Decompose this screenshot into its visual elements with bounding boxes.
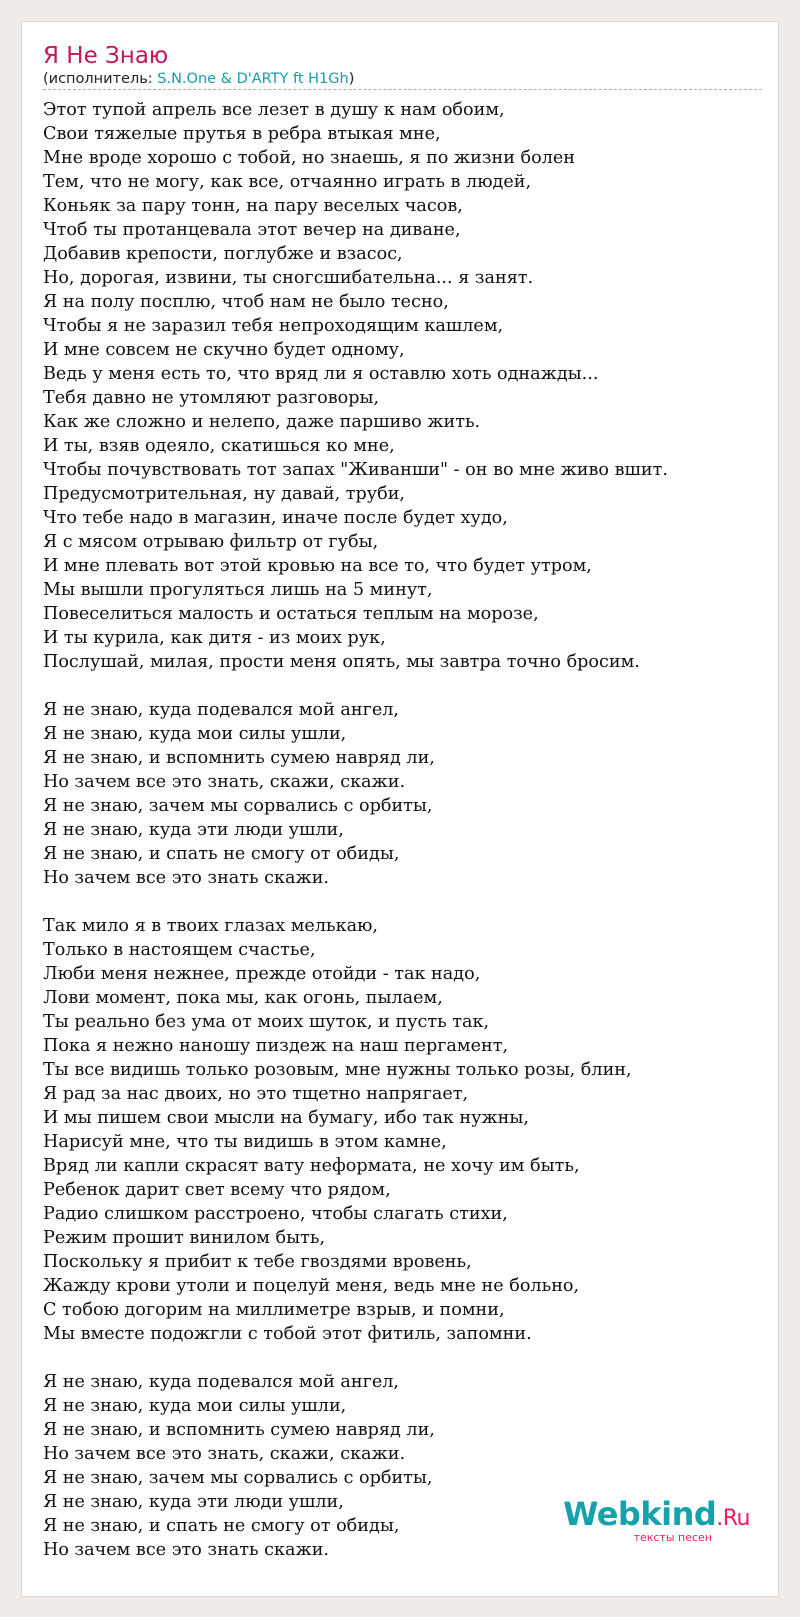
- logo-tld: .Ru: [716, 1506, 750, 1531]
- artist-link[interactable]: S.N.One & D'ARTY ft H1Gh: [157, 71, 349, 87]
- lyrics-text: [43, 98, 768, 1586]
- lyric-line: Я не знаю, и вспомнить сумею навряд ли,: [43, 1420, 435, 1440]
- lyric-line: Свои тяжелые прутья в ребра втыкая мне,: [43, 124, 441, 144]
- lyric-line: Но зачем все это знать скажи.: [43, 1540, 330, 1560]
- lyric-line: Я не знаю, и спать не смогу от обиды,: [43, 1516, 400, 1536]
- lyric-line: Я не знаю, и вспомнить сумею навряд ли,: [43, 748, 435, 768]
- logo-tagline: тексты песен: [633, 1531, 712, 1544]
- lyric-line: Тем, что не могу, как все, отчаянно играть в людей,: [43, 172, 532, 192]
- lyric-line: Мы вышли прогуляться лишь на 5 минут,: [43, 580, 433, 600]
- lyric-line: Чтобы почувствовать тот запах "Живанши" - он во мне живо вшит.: [43, 460, 668, 480]
- lyric-line: Нарисуй мне, что ты видишь в этом камне,: [43, 1132, 447, 1152]
- lyric-line: Я не знаю, куда мои силы ушли,: [43, 724, 347, 744]
- lyric-line: Ты все видишь только розовым, мне нужны только розы, блин,: [43, 1060, 632, 1080]
- artist-suffix: ): [348, 71, 355, 87]
- lyric-line: Повеселиться малость и остаться теплым на морозе,: [43, 604, 539, 624]
- logo-brand: Webkind: [563, 1495, 717, 1533]
- lyric-line: Но зачем все это знать скажи.: [43, 868, 330, 888]
- lyric-line: Я не знаю, куда эти люди ушли,: [43, 820, 344, 840]
- lyric-line: Мне вроде хорошо с тобой, но знаешь, я по жизни болен: [43, 148, 576, 168]
- lyric-line: Мы вместе подожгли с тобой этот фитиль, запомни.: [43, 1324, 532, 1344]
- lyric-line: Предусмотрительная, ну давай, труби,: [43, 484, 406, 504]
- lyric-line: Как же сложно и нелепо, даже паршиво жить.: [43, 412, 481, 432]
- lyric-line: С тобою догорим на миллиметре взрыв, и помни,: [43, 1300, 505, 1320]
- lyric-line: Лови момент, пока мы, как огонь, пылаем,: [43, 988, 443, 1008]
- lyric-line: Я не знаю, и спать не смогу от обиды,: [43, 844, 400, 864]
- lyric-line: Радио слишком расстроено, чтобы слагать стихи,: [43, 1204, 508, 1224]
- lyric-line: Люби меня нежнее, прежде отойди - так надо,: [43, 964, 481, 984]
- lyric-line: Поскольку я прибит к тебе гвоздями вровень,: [43, 1252, 472, 1272]
- lyric-line: Тебя давно не утомляют разговоры,: [43, 388, 380, 408]
- artist-line: [43, 70, 354, 88]
- lyric-line: И мне плевать вот этой кровью на все то, что будет утром,: [43, 556, 592, 576]
- lyric-line: Я не знаю, куда подевался мой ангел,: [43, 700, 399, 720]
- site-logo[interactable]: [563, 1497, 750, 1544]
- lyric-line: Режим прошит винилом быть,: [43, 1228, 326, 1248]
- lyric-line: Что тебе надо в магазин, иначе после будет худо,: [43, 508, 508, 528]
- lyric-line: И мне совсем не скучно будет одному,: [43, 340, 405, 360]
- lyric-line: Вряд ли капли скрасят вату неформата, не хочу им быть,: [43, 1156, 580, 1176]
- lyrics-stanza: [43, 98, 768, 674]
- lyrics-card: [21, 21, 779, 1597]
- lyric-line: Ребенок дарит свет всему что рядом,: [43, 1180, 391, 1200]
- lyric-line: Только в настоящем счастье,: [43, 940, 316, 960]
- lyric-line: Но, дорогая, извини, ты сногсшибательна... я занят.: [43, 268, 534, 288]
- lyric-line: И ты курила, как дитя - из моих рук,: [43, 628, 386, 648]
- lyric-line: Я на полу посплю, чтоб нам не было тесно,: [43, 292, 449, 312]
- lyric-line: Чтоб ты протанцевала этот вечер на диване,: [43, 220, 461, 240]
- lyric-line: Я не знаю, куда эти люди ушли,: [43, 1492, 344, 1512]
- lyric-line: Я не знаю, зачем мы сорвались с орбиты,: [43, 1468, 433, 1488]
- lyric-line: Но зачем все это знать, скажи, скажи.: [43, 772, 406, 792]
- lyric-line: Этот тупой апрель все лезет в душу к нам обоим,: [43, 100, 505, 120]
- lyric-line: Я рад за нас двоих, но это тщетно напрягает,: [43, 1084, 469, 1104]
- lyrics-stanza: [43, 698, 768, 890]
- lyric-line: Добавив крепости, поглубже и взасос,: [43, 244, 403, 264]
- lyric-line: Ведь у меня есть то, что вряд ли я оставлю хоть однажды...: [43, 364, 599, 384]
- lyric-line: Коньяк за пару тонн, на пару веселых часов,: [43, 196, 463, 216]
- title-divider: [43, 89, 762, 90]
- lyric-line: Послушай, милая, прости меня опять, мы завтра точно бросим.: [43, 652, 640, 672]
- lyrics-stanza: [43, 914, 768, 1346]
- lyric-line: Пока я нежно наношу пиздеж на наш пергамент,: [43, 1036, 509, 1056]
- lyric-line: Чтобы я не заразил тебя непроходящим кашлем,: [43, 316, 504, 336]
- lyric-line: И мы пишем свои мысли на бумагу, ибо так нужны,: [43, 1108, 530, 1128]
- lyric-line: Ты реально без ума от моих шуток, и пусть так,: [43, 1012, 490, 1032]
- lyric-line: Я не знаю, куда мои силы ушли,: [43, 1396, 347, 1416]
- lyric-line: Я не знаю, зачем мы сорвались с орбиты,: [43, 796, 433, 816]
- lyric-line: И ты, взяв одеяло, скатишься ко мне,: [43, 436, 395, 456]
- lyric-line: Но зачем все это знать, скажи, скажи.: [43, 1444, 406, 1464]
- lyric-line: Я не знаю, куда подевался мой ангел,: [43, 1372, 399, 1392]
- song-title: Я Не Знаю: [43, 43, 169, 69]
- lyric-line: Так мило я в твоих глазах мелькаю,: [43, 916, 378, 936]
- lyric-line: Жажду крови утоли и поцелуй меня, ведь мне не больно,: [43, 1276, 580, 1296]
- lyric-line: Я с мясом отрываю фильтр от губы,: [43, 532, 379, 552]
- artist-prefix: (исполнитель:: [43, 71, 158, 87]
